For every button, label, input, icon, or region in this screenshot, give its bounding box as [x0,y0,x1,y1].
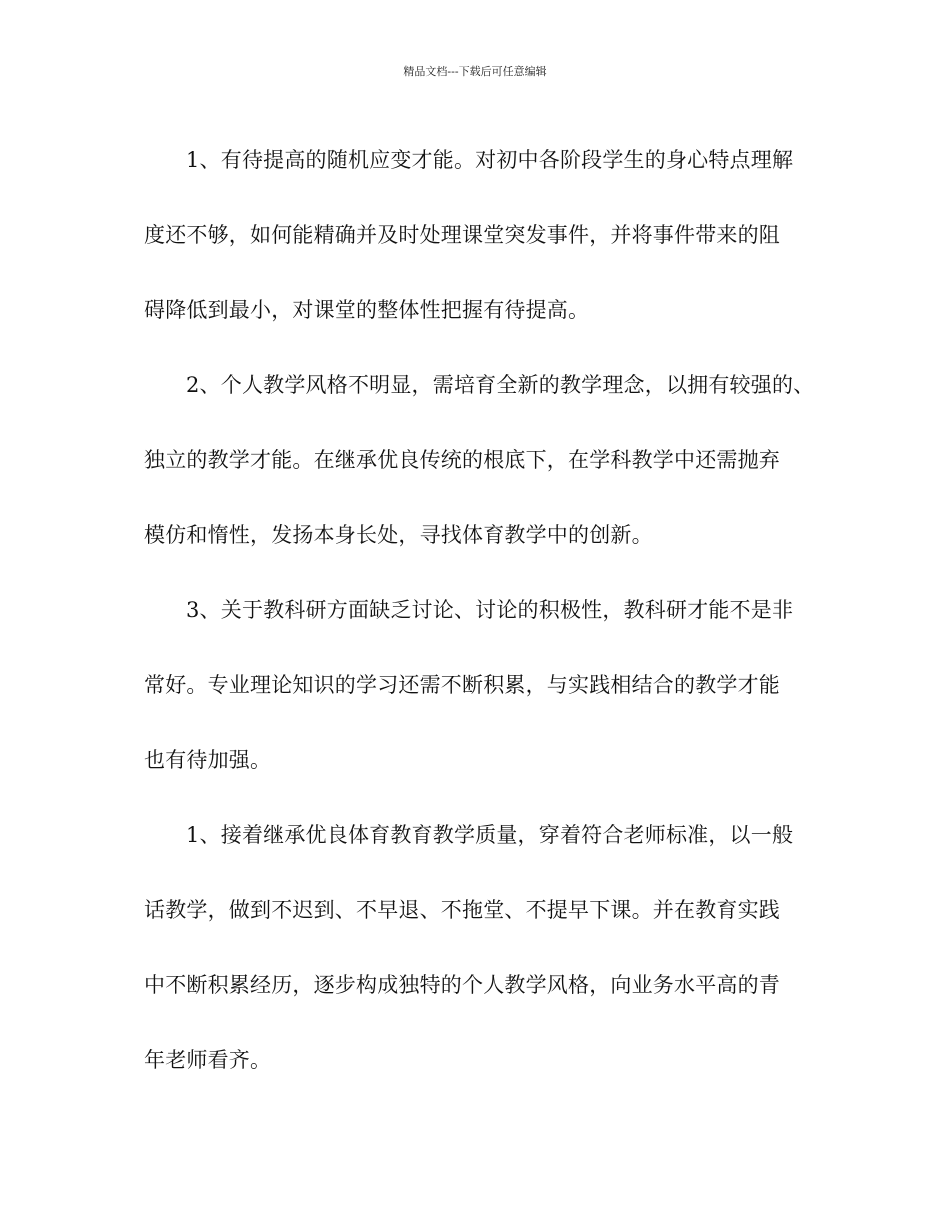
paragraph-1 [144,123,816,348]
paragraph-3 [144,573,816,798]
document-body [144,123,816,1098]
paragraph-2 [144,348,816,573]
paragraph-line: 模仿和惰性，发扬本身长处，寻找体育教学中的创新。 [144,523,653,547]
paragraph-line: 1、有待提高的随机应变才能。对初中各阶段学生的身心特点理解 [186,148,794,172]
paragraph-line: 2、个人教学风格不明显，需培育全新的教学理念，以拥有较强的、 [186,373,815,397]
paragraph-line: 独立的教学才能。在继承优良传统的根底下，在学科教学中还需抛弃 [144,448,780,472]
paragraph-line: 年老师看齐。 [144,1048,272,1072]
paragraph-line: 中不断积累经历，逐步构成独特的个人教学风格，向业务水平高的青 [144,973,780,997]
page-header: 精品文档---下载后可任意编辑 [403,65,547,78]
paragraph-line: 度还不够，如何能精确并及时处理课堂突发事件，并将事件带来的阻 [144,223,780,247]
paragraph-line: 常好。专业理论知识的学习还需不断积累，与实践相结合的教学才能 [144,673,780,697]
paragraph-line: 话教学，做到不迟到、不早退、不拖堂、不提早下课。并在教育实践 [144,898,780,922]
paragraph-line: 也有待加强。 [144,748,272,772]
paragraph-line: 3、关于教科研方面缺乏讨论、讨论的积极性，教科研才能不是非 [186,598,794,622]
paragraph-line: 碍降低到最小，对课堂的整体性把握有待提高。 [144,298,590,322]
paragraph-4 [144,798,816,1098]
paragraph-line: 1、接着继承优良体育教育教学质量，穿着符合老师标准，以一般 [186,823,794,847]
